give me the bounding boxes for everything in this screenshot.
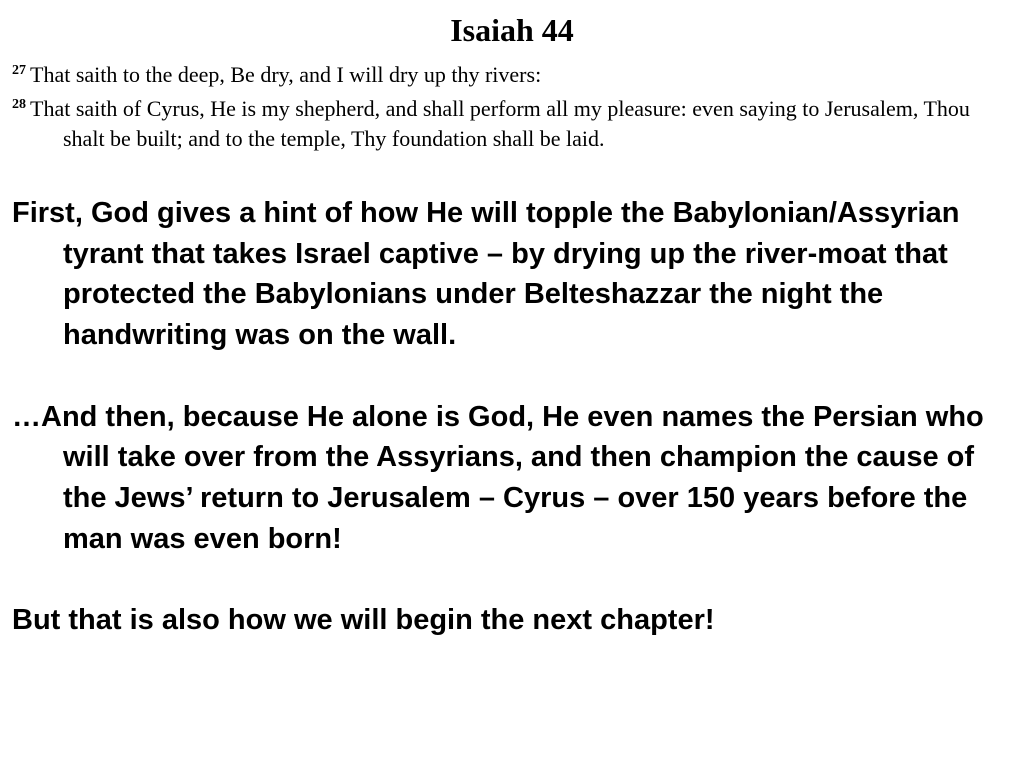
verse-text: That saith to the deep, Be dry, and I will dry up thy rivers:	[30, 62, 542, 87]
verse-text: That saith of Cyrus, He is my shepherd, and shall perform all my pleasure: even saying to Jerusalem, Thou shalt be built; and to the temple, Thy foundation shall be laid.	[30, 96, 970, 151]
slide-title: Isaiah 44	[450, 12, 574, 48]
commentary-paragraph-2: …And then, because He alone is God, He even names the Persian who will take over from the Assyrians, and then champion the cause of the Jews’ return to Jerusalem – Cyrus – over 150 years before the man was even born!	[12, 400, 984, 555]
commentary-paragraph-1: First, God gives a hint of how He will topple the Babylonian/Assyrian tyrant that takes Israel captive – by drying up the river-moat that protected the Babylonians under Belteshazzar the night the handwriting was on the wall.	[12, 197, 960, 352]
scripture-verses	[12, 56, 1012, 154]
verse-number: 27	[12, 63, 26, 78]
commentary	[12, 193, 1012, 641]
commentary-paragraph-3: But that is also how we will begin the next chapter!	[12, 604, 715, 636]
verse-28	[12, 90, 1012, 154]
verse-27	[12, 56, 1012, 90]
paragraph-spacer	[12, 559, 1012, 600]
verse-number: 28	[12, 97, 26, 112]
paragraph-spacer	[12, 356, 1012, 397]
